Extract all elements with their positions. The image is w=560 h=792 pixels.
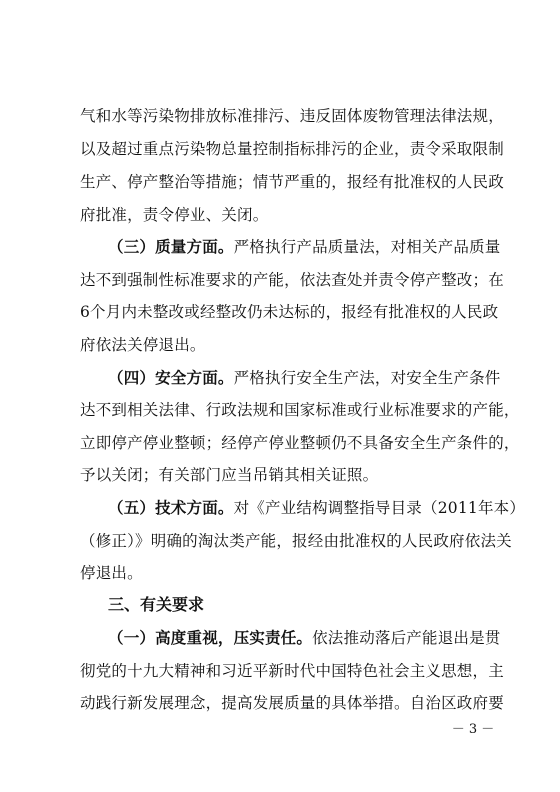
paragraph-text: 对《产业结构调整指导目录（2011年本） xyxy=(233,499,526,517)
body-text-line: 彻党的十九大精神和习近平新时代中国特色社会主义思想，主 xyxy=(80,662,504,680)
body-text-line: 予以关闭；有关部门应当吊销其相关证照。 xyxy=(80,466,379,484)
body-text-line: 停退出。 xyxy=(80,564,143,582)
paragraph-text: 依法推动落后产能退出是贯 xyxy=(312,629,501,647)
paragraph-first-line xyxy=(108,235,501,259)
paragraph-lead: （三）质量方面。 xyxy=(108,237,234,256)
paragraph-text: 严格执行产品质量法，对相关产品质量 xyxy=(233,238,501,256)
body-text-line: 达不到强制性标准要求的产能，依法查处并责令停产整改；在 xyxy=(80,271,504,289)
body-text-line: 立即停产停业整顿；经停产停业整顿仍不具备安全生产条件的， xyxy=(80,434,520,452)
body-text-line: 府批准，责令停业、关闭。 xyxy=(80,206,269,224)
body-text-line: （修正）》明确的淘汰类产能，报经由批准权的人民政府依法关 xyxy=(80,532,512,550)
body-text-line: 生产、停产整治等措施；情节严重的，报经有批准权的人民政 xyxy=(80,173,504,191)
body-text-line: 以及超过重点污染物总量控制指标排污的企业，责令采取限制 xyxy=(80,140,504,158)
body-text-line: 气和水等污染物排放标准排污、违反固体废物管理法律法规， xyxy=(80,107,504,125)
paragraph-first-line xyxy=(108,626,501,650)
body-text-line: 6个月内未整改或经整改仍未达标的，报经有批准权的人民政 xyxy=(80,303,499,321)
page-number: － 3 － xyxy=(451,722,495,737)
paragraph-first-line xyxy=(108,366,501,390)
paragraph-lead: （一）高度重视，压实责任。 xyxy=(108,628,313,647)
paragraph-first-line xyxy=(108,496,526,520)
section-heading: 三、有关要求 xyxy=(108,595,205,614)
paragraph-lead: （五）技术方面。 xyxy=(108,498,234,517)
paragraph-text: 严格执行安全生产法，对安全生产条件 xyxy=(233,369,501,387)
body-text-line: 动践行新发展理念，提高发展质量的具体举措。自治区政府要 xyxy=(80,694,504,712)
body-text-line: 府依法关停退出。 xyxy=(80,336,206,354)
body-text-line: 达不到相关法律、行政法规和国家标准或行业标准要求的产能， xyxy=(80,401,520,419)
paragraph-lead: （四）安全方面。 xyxy=(108,368,234,387)
